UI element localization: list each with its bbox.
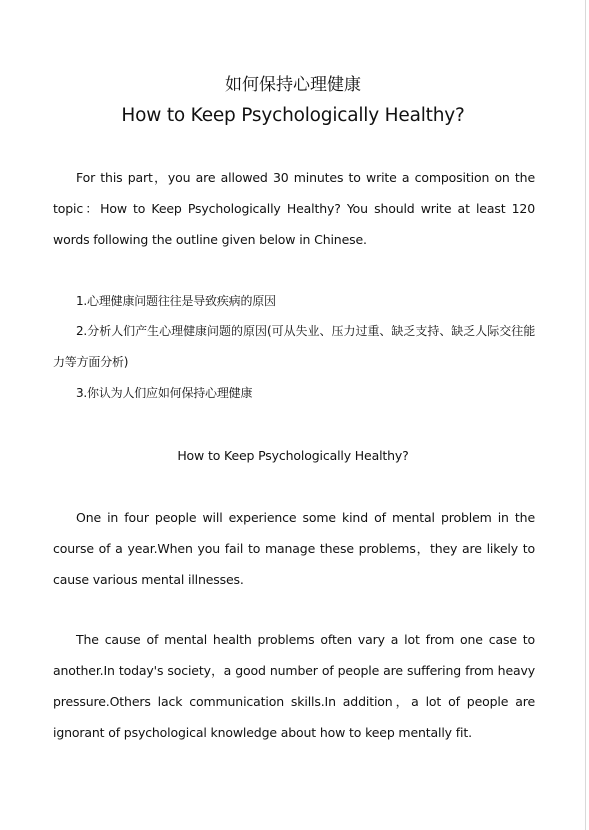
- essay-paragraph-1: One in four people will experience some kind of mental problem in the course of a year.When you fail to manage these problems，they are likely to cause various mental illnesses.: [53, 510, 535, 587]
- essay-title: How to Keep Psychologically Healthy?: [177, 448, 409, 463]
- outline-item-3: 3.你认为人们应如何保持心理健康: [76, 386, 253, 400]
- intro-paragraph: For this part，you are allowed 30 minutes to write a composition on the topic：How to Keep Psychologically Healthy? You should write at least 120 words following the outline given below in Chinese.: [53, 170, 535, 247]
- outline-item-1: 1.心理健康问题往往是导致疾病的原因: [76, 294, 276, 308]
- essay-paragraph-2: The cause of mental health problems often vary a lot from one case to another.In today's society，a good number of people are suffering from heavy pressure.Others lack communication skills.In addition，a lot of people are ignorant of psychological knowledge about how to keep mentally fit.: [53, 632, 535, 740]
- outline-item-2: 2.分析人们产生心理健康问题的原因(可从失业、压力过重、缺乏支持、缺乏人际交往能力等方面分析): [53, 324, 535, 369]
- title-english: How to Keep Psychologically Healthy?: [121, 105, 465, 126]
- title-chinese: 如何保持心理健康: [225, 75, 361, 95]
